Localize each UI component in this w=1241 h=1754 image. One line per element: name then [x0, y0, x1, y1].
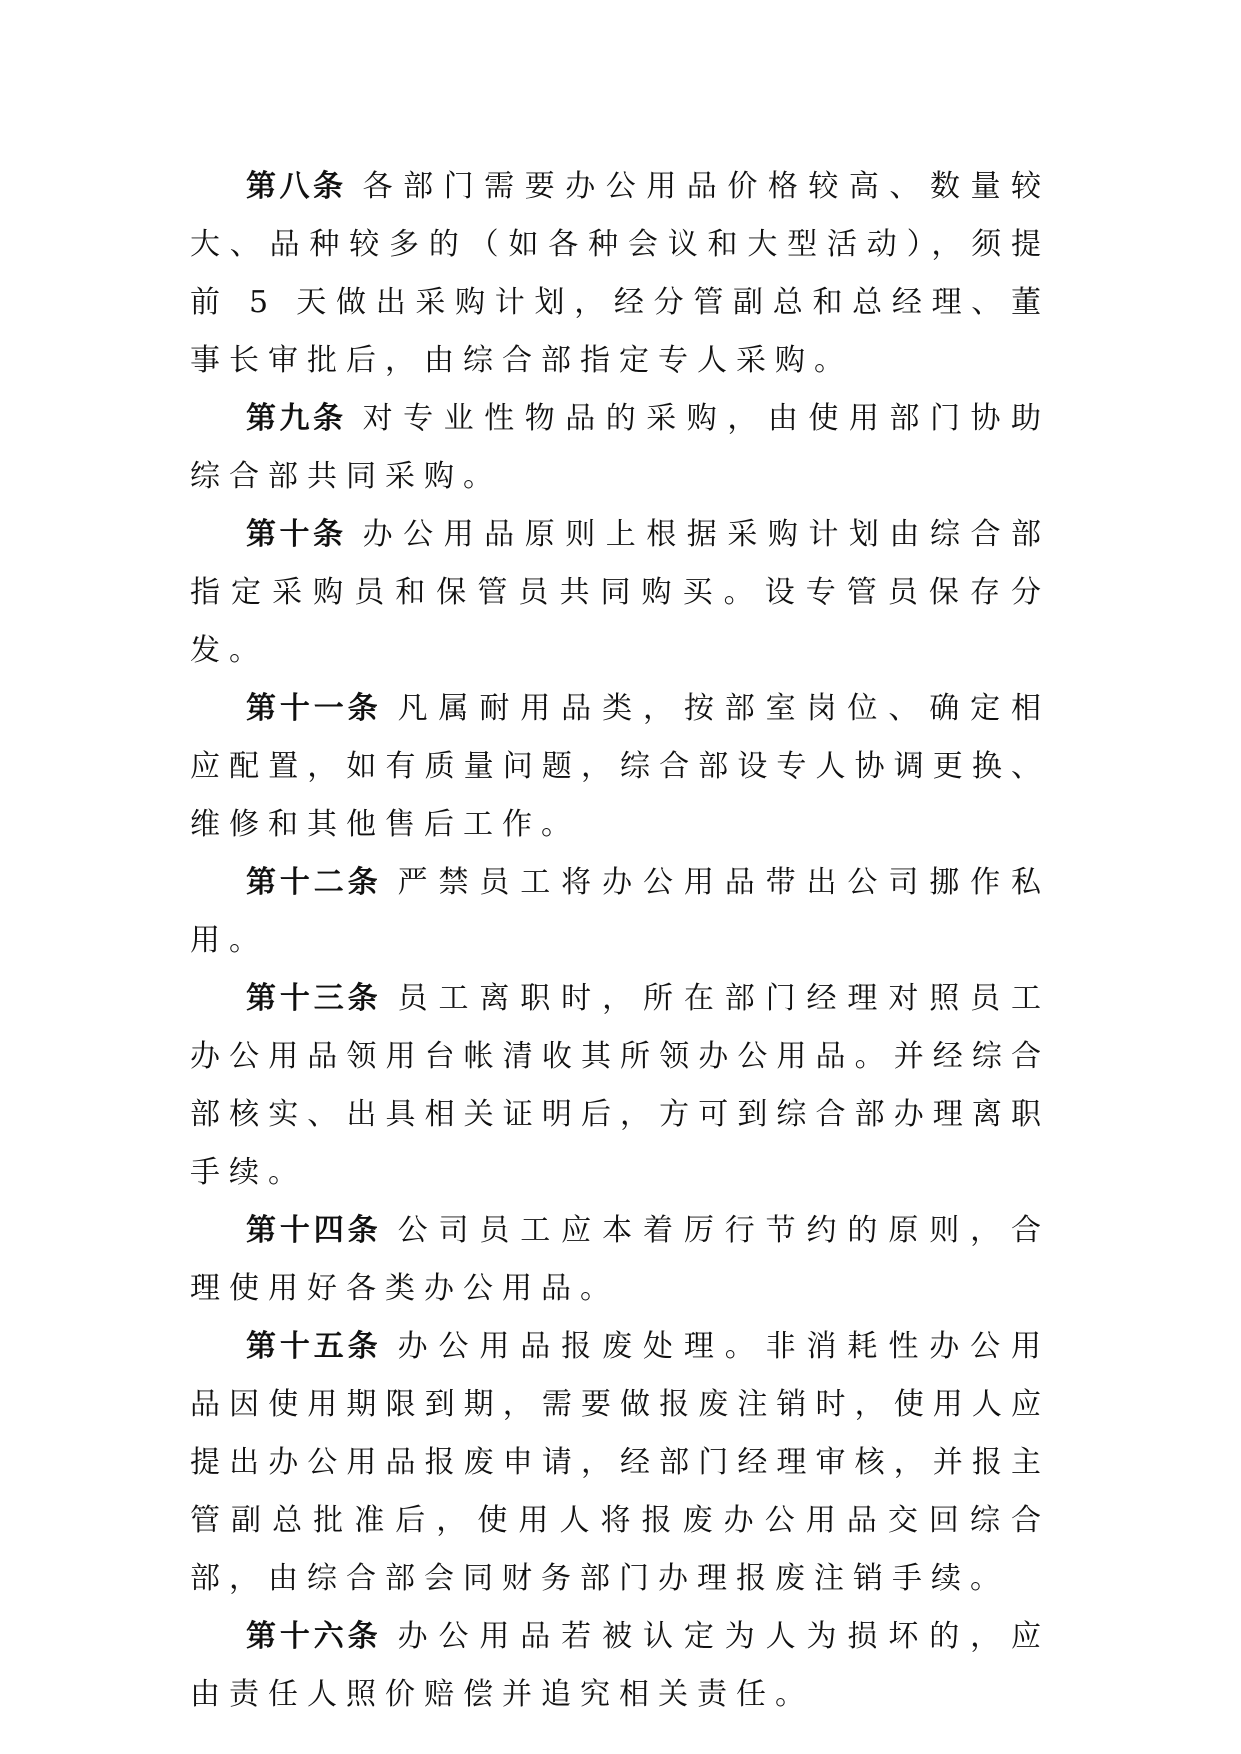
- article-text: 办公用品报废处理。非消耗性办公用品因使用期限到期，需要做报废注销时，使用人应提出办公用品报废申请，经部门经理审核，并报主管副总批准后，使用人将报废办公用品交回综合部，由综合部会同财务部门办理报废注销手续。: [190, 1329, 1051, 1596]
- article-text: 办公用品若被认定为人为损坏的，应由责任人照价赔偿并追究相关责任。: [190, 1619, 1051, 1712]
- article-text: 对专业性物品的采购，由使用部门协助综合部共同采购。: [190, 401, 1051, 494]
- article-15: [190, 1318, 1050, 1608]
- article-heading: 第十三条: [246, 981, 382, 1016]
- article-13: [190, 970, 1050, 1202]
- article-heading: 第八条: [246, 169, 347, 204]
- article-14: [190, 1202, 1050, 1318]
- article-8: [190, 158, 1050, 390]
- article-16: [190, 1608, 1050, 1724]
- article-heading: 第十四条: [246, 1213, 382, 1248]
- article-11: [190, 680, 1050, 854]
- document-body: [190, 158, 1050, 1724]
- article-9: [190, 390, 1050, 506]
- article-heading: 第十六条: [246, 1619, 382, 1654]
- article-text: 员工离职时，所在部门经理对照员工办公用品领用台帐清收其所领办公用品。并经综合部核实、出具相关证明后，方可到综合部办理离职手续。: [190, 981, 1051, 1190]
- article-text: 严禁员工将办公用品带出公司挪作私用。: [190, 865, 1051, 958]
- article-heading: 第十一条: [246, 691, 382, 726]
- article-text: 凡属耐用品类，按部室岗位、确定相应配置，如有质量问题，综合部设专人协调更换、维修和其他售后工作。: [190, 691, 1051, 842]
- article-10: [190, 506, 1050, 680]
- article-heading: 第十条: [246, 517, 347, 552]
- article-text: 办公用品原则上根据采购计划由综合部指定采购员和保管员共同购买。设专管员保存分发。: [190, 517, 1051, 668]
- article-text: 公司员工应本着厉行节约的原则，合理使用好各类办公用品。: [190, 1213, 1051, 1306]
- article-12: [190, 854, 1050, 970]
- article-heading: 第九条: [246, 401, 347, 436]
- article-heading: 第十二条: [246, 865, 382, 900]
- article-text: 各部门需要办公用品价格较高、数量较大、品种较多的（如各种会议和大型活动），须提前 5 天做出采购计划，经分管副总和总经理、董事长审批后，由综合部指定专人采购。: [190, 169, 1051, 378]
- article-heading: 第十五条: [246, 1329, 382, 1364]
